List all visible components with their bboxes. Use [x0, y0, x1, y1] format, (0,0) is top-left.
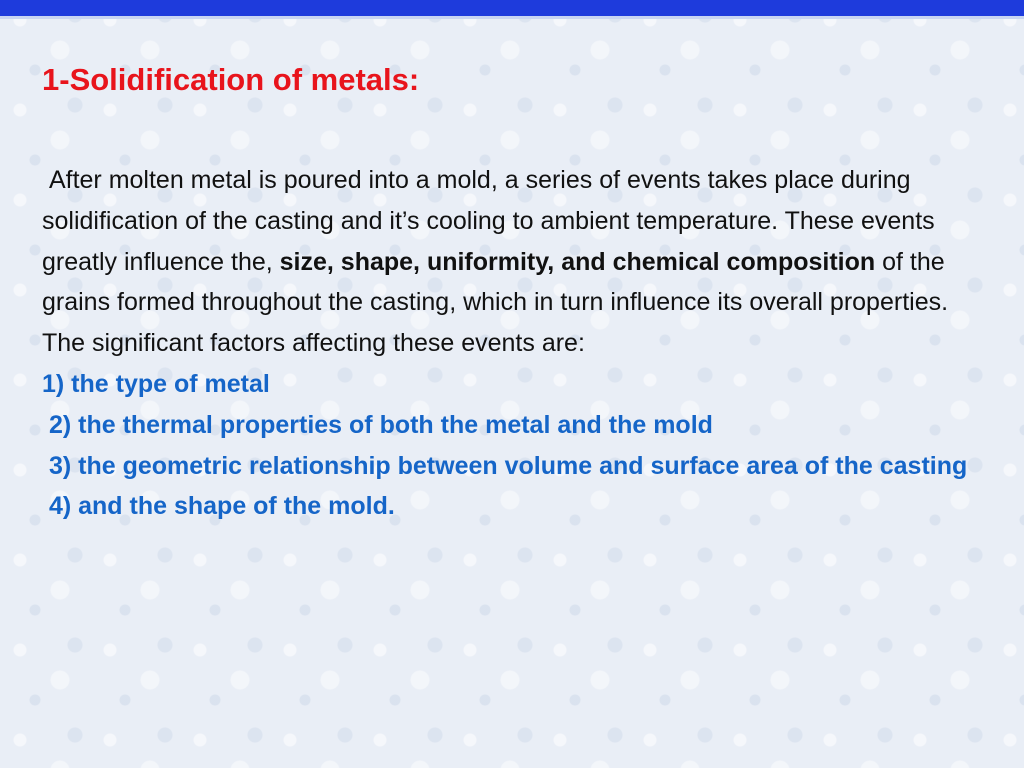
top-accent-line [0, 16, 1024, 19]
paragraph-text-continuation: of the grains formed throughout the casting, which in turn influence its overall properties. The significant factors affecting these events are: [42, 247, 955, 358]
factor-item-3: 3) the geometric relationship between volume and surface area of the casting [42, 451, 968, 480]
slide-paragraph [42, 160, 982, 527]
factor-item-4: 4) and the shape of the mold. [42, 492, 395, 521]
paragraph-text-intro: After molten metal is poured into a mold, a series of events takes place during solidification of the casting and it’s cooling to ambient temperature. These events greatly influence the, [42, 166, 942, 276]
slide-content [42, 58, 982, 527]
slide-title: 1-Solidification of metals: [42, 62, 420, 97]
paragraph-bold-emphasis: size, shape, uniformity, and chemical composition [279, 247, 876, 276]
factor-item-2: 2) the thermal properties of both the metal and the mold [42, 410, 713, 439]
top-accent-bar [0, 0, 1024, 16]
factor-item-1: 1) the type of metal [42, 369, 270, 398]
